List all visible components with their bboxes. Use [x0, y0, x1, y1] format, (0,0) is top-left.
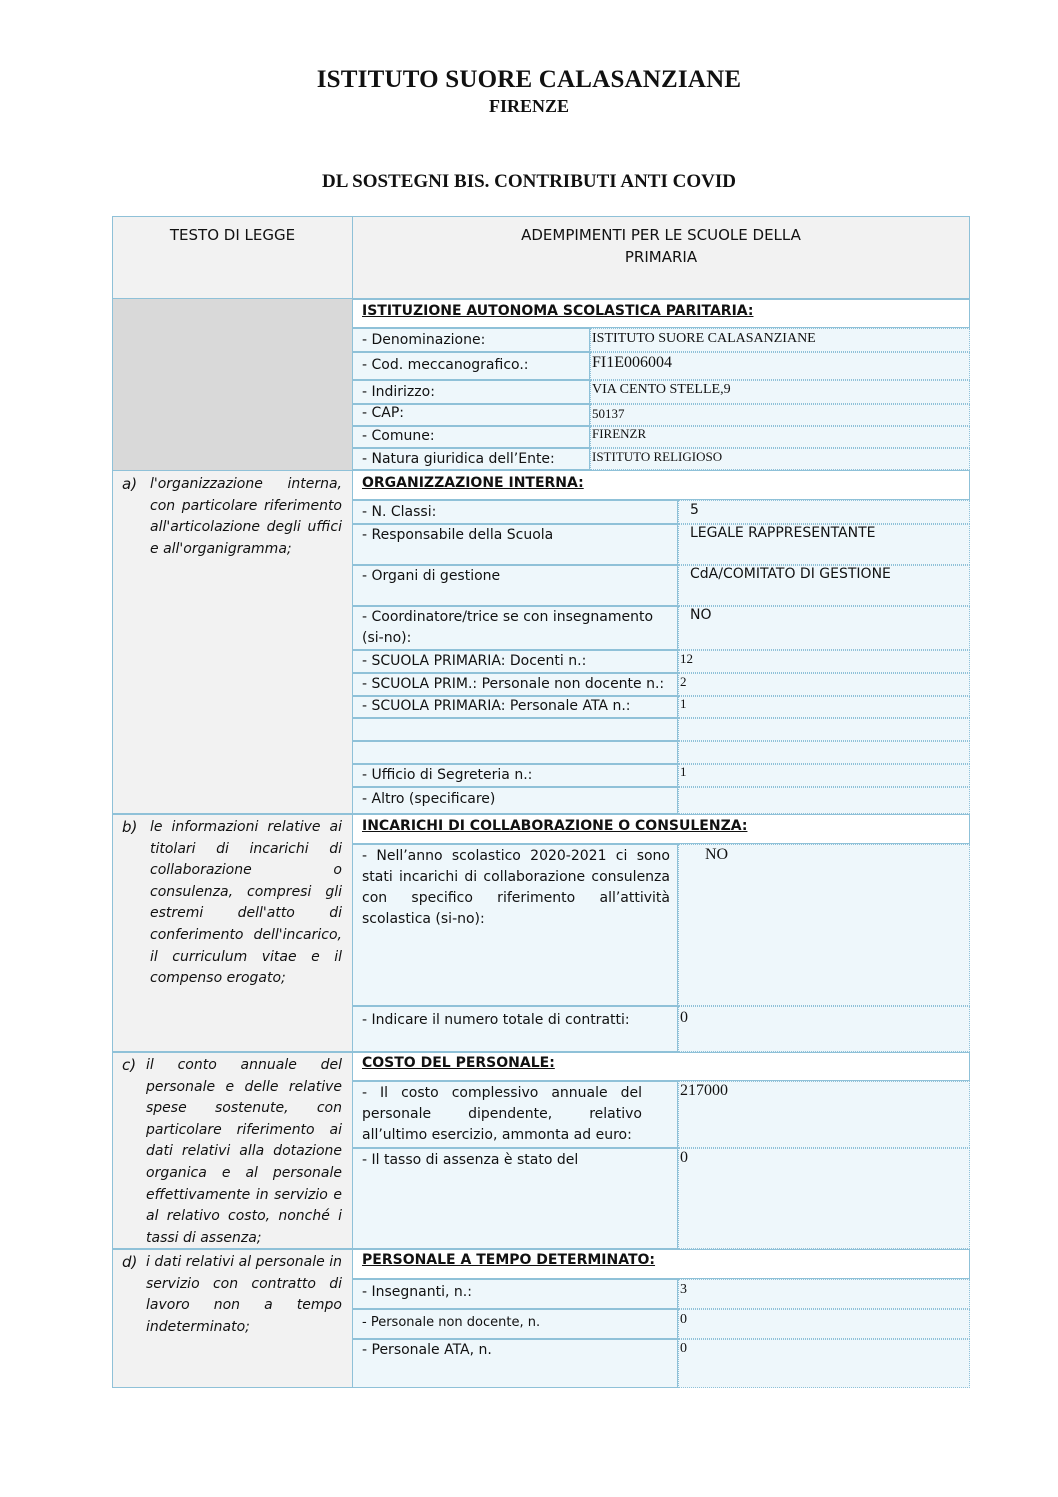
cod-meccanografico-label: - Cod. meccanografico.: [362, 357, 529, 373]
field-value-cell [678, 1279, 970, 1309]
coordinatore-label: - Coordinatore/trice se con insegnamento (si-no): [362, 609, 654, 646]
field-value-cell [678, 764, 970, 787]
section-d-title: PERSONALE A TEMPO DETERMINATO: [362, 1252, 656, 1268]
section-a-title: ORGANIZZAZIONE INTERNA: [362, 475, 584, 491]
section-a-letter: a) [122, 475, 138, 493]
numero-contratti-label: - Indicare il numero totale di contratti: [362, 1012, 630, 1028]
section-c-law-body: il conto annuale del personale e delle relative spese sostenute, con particolare riferimento ai dati relativi alla dotazione organica e al personale effettivamente in servizio e al relativo costo, nonché i tassi di assenza; [146, 1057, 342, 1246]
header-duties-label-line1: ADEMPIMENTI PER LE SCUOLE DELLA [521, 226, 801, 244]
insegnanti-value: 3 [680, 1282, 687, 1297]
denominazione-value: ISTITUTO SUORE CALASANZIANE [592, 331, 816, 346]
incarichi-label: - Nell’anno scolastico 2020-2021 ci sono stati incarichi di collaborazione consulenza con specifico riferimento all’attività scolastica (si-no): [362, 848, 670, 927]
personale-non-docente-label: - Personale non docente, n. [362, 1315, 541, 1330]
ata-value: 1 [680, 696, 687, 711]
costo-complessivo-label: - Il costo complessivo annuale del personale dipendente, relativo all’ultimo esercizio, ammonta ad euro: [362, 1085, 642, 1143]
non-docente-label: - SCUOLA PRIM.: Personale non docente n.: [362, 676, 665, 692]
header-duties-label-line2: PRIMARIA [624, 248, 698, 266]
field-value-cell [678, 1309, 970, 1339]
incarichi-value: NO [705, 846, 729, 863]
field-value-cell [590, 426, 970, 448]
personale-ata-label: - Personale ATA, n. [362, 1342, 492, 1358]
field-value-cell [678, 673, 970, 696]
field-value-cell [678, 606, 970, 650]
empty-gray-cell [113, 299, 352, 470]
section-b-law-body: le informazioni relative ai titolari di incarichi di collaborazione o consulenza, compresi gli estremi dell'atto di conferimento dell'incarico, il curriculum vitae e il compenso erogato; [150, 819, 342, 987]
section-a-law-body: l'organizzazione interna, con particolare riferimento all'articolazione degli uffici e all'organigramma; [150, 476, 342, 557]
field-value-cell [678, 650, 970, 673]
costo-complessivo-value: 217000 [680, 1082, 728, 1099]
docenti-value: 12 [680, 651, 693, 666]
field-value-cell [678, 500, 970, 524]
cap-value: 50137 [592, 406, 625, 421]
section-c-letter: c) [122, 1056, 137, 1074]
responsabile-value: LEGALE RAPPRESENTANTE [690, 525, 876, 541]
section-d-law-body: i dati relativi al personale in servizio con contratto di lavoro non a tempo indeterminato; [146, 1254, 342, 1335]
field-value-cell [678, 1148, 970, 1249]
section-b-letter: b) [122, 818, 138, 836]
empty-label-cell [352, 741, 678, 764]
comune-value: FIRENZR [592, 426, 647, 441]
section-d-law-text [122, 1252, 342, 1338]
tasso-assenza-label: - Il tasso di assenza è stato del [362, 1152, 579, 1168]
cod-meccanografico-value: FI1E006004 [592, 354, 672, 371]
comune-label: - Comune: [362, 428, 435, 444]
section-a-law-text [122, 474, 342, 560]
header-law-label: TESTO DI LEGGE [169, 226, 296, 244]
document-heading: DL SOSTEGNI BIS. CONTRIBUTI ANTI COVID [322, 171, 736, 192]
non-docente-value: 2 [680, 674, 687, 689]
empty-label-cell [352, 718, 678, 741]
indirizzo-value: VIA CENTO STELLE,9 [592, 382, 731, 397]
indirizzo-label: - Indirizzo: [362, 384, 435, 400]
segreteria-label: - Ufficio di Segreteria n.: [362, 767, 533, 783]
field-value-cell [590, 404, 970, 426]
denominazione-label: - Denominazione: [362, 332, 486, 348]
numero-contratti-value: 0 [680, 1009, 688, 1026]
section-c-title: COSTO DEL PERSONALE: [362, 1055, 555, 1071]
personale-non-docente-value: 0 [680, 1312, 687, 1327]
cap-label: - CAP: [362, 405, 405, 421]
field-value-cell [678, 787, 970, 814]
organi-gestione-label: - Organi di gestione [362, 568, 501, 584]
field-value-cell [678, 696, 970, 718]
empty-value-cell [678, 718, 970, 741]
school-title: ISTITUTO SUORE CALASANZIANE [316, 66, 742, 93]
field-value-cell [678, 1339, 970, 1388]
responsabile-label: - Responsabile della Scuola [362, 527, 554, 543]
field-value-cell [678, 844, 970, 1006]
docenti-label: - SCUOLA PRIMARIA: Docenti n.: [362, 653, 587, 669]
natura-giuridica-value: ISTITUTO RELIGIOSO [592, 449, 723, 464]
section-d-letter: d) [122, 1253, 138, 1271]
segreteria-value: 1 [680, 764, 687, 779]
coordinatore-value: NO [690, 607, 712, 623]
institution-section-title: ISTITUZIONE AUTONOMA SCOLASTICA PARITARIA: [362, 303, 754, 319]
ata-label: - SCUOLA PRIMARIA: Personale ATA n.: [362, 698, 631, 714]
empty-value-cell [678, 741, 970, 764]
section-b-law-text [122, 817, 342, 990]
altro-label: - Altro (specificare) [362, 791, 496, 807]
field-value-cell [678, 1006, 970, 1052]
n-classi-value: 5 [690, 502, 699, 518]
section-c-law-text [122, 1055, 342, 1249]
tasso-assenza-value: 0 [680, 1149, 688, 1166]
organi-gestione-value: CdA/COMITATO DI GESTIONE [690, 566, 891, 582]
section-b-title: INCARICHI DI COLLABORAZIONE O CONSULENZA: [362, 818, 748, 834]
natura-giuridica-label: - Natura giuridica dell’Ente: [362, 451, 555, 467]
personale-ata-value: 0 [680, 1341, 687, 1356]
school-city: FIRENZE [488, 96, 569, 116]
insegnanti-label: - Insegnanti, n.: [362, 1284, 472, 1300]
n-classi-label: - N. Classi: [362, 504, 437, 520]
